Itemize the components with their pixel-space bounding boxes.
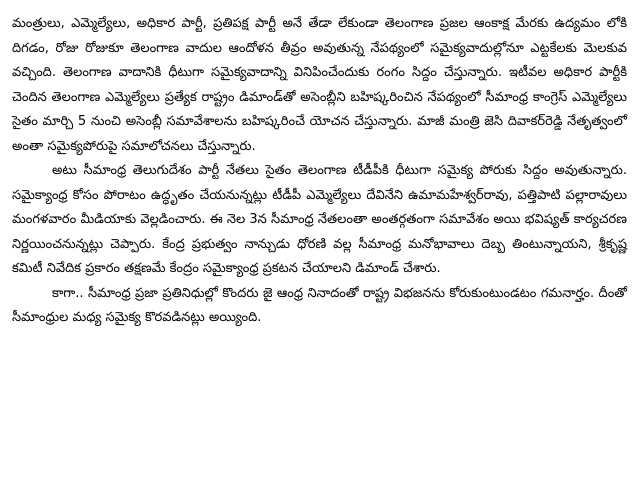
paragraph-2: అటు సీమాంధ్ర తెలుగుదేశం పార్టీ నేతలు సైతం తెలంగాణ టీడీపీకి ధీటుగా సమైక్య పోరుకు సిద్దం అవుతున్నారు. సమైక్యాంధ్ర కోసం పోరాటం ఉద్ధృతం చేయనున్నట్లు టీడీపీ ఎమ్మెల్యేలు దేవినేని ఉమామహేశ్వర్‌రావు, పత్తిపాటి పల్లారావులు మంగళవారం మీడియాకు వెల్లడించారు. ఈ నెల 3న సీమాంధ్ర నేతలంతా అంతర్గతంగా సమావేశం అయి భవిష్యత్ కార్యచరణ నిర్ణయించనున్నట్లు చెప్పారు. కేంద్ర ప్రభుత్వం నాన్చుడు ధోరణి వల్ల సీమాంధ్ర మనోభావాలు దెబ్బ తింటున్నాయని, శ్రీకృష్ణ కమిటీ నివేదిక ప్రకారం తక్షణమే కేంద్రం సమైక్యాంధ్ర ప్రకటన చేయాలని డిమాండ్ చేశారు. [12,163,627,276]
paragraph-1: మంత్రులు, ఎమ్మెల్యేలు, అధికార పార్టీ, ప్రతిపక్ష పార్టీ అనే తేడా లేకుండా తెలంగాణ ప్రజల ఆంకాక్ష మేరకు ఉద్యమం లోకి దిగడం, రోజు రోజుకూ తెలంగాణ వాదుల ఆందోళన తీవ్రం అవుతున్న నేపథ్యంలో సమైక్యవాదుల్లోనూ ఎట్టకేలకు మెలకువ వచ్చింది. తెలంగాణ వాదానికి ధీటుగా సమైక్యవాదాన్ని వినిపించేందుకు రంగం సిద్దం చేస్తున్నారు. ఇటీవల అధికార పార్టీకి చెందిన తెలంగాణ ఎమ్మెల్యేలు ప్రత్యేక రాష్ట్రం డిమాండ్‌తో అసెంబ్లీని బహిష్కరించిన నేపథ్యంలో సీమాంధ్ర కాంగ్రెస్ ఎమ్మెల్యేలు సైతం మార్చి 5 నుంచి అసెంబ్లీ సమావేశాలను బహిష్కరించే యోచన చేస్తున్నారు. మాజీ మంత్రి జెసి దివాకర్‌రెడ్డి నేతృత్వంలో అంతా సమైక్యపోరుపై సమాలోచనలు చేస్తున్నారు. [12,16,627,154]
paragraph-3: కాగా.. సీమాంధ్ర ప్రజా ప్రతినిధుల్లో కొందరు జై ఆంధ్ర నినాదంతో రాష్ట్ర విభజనను కోరుకుంటుండటం గమనార్హం. దీంతో సీమాంధ్రుల మధ్య సమైక్య కొరవడినట్లు అయ్యింది. [12,285,627,325]
